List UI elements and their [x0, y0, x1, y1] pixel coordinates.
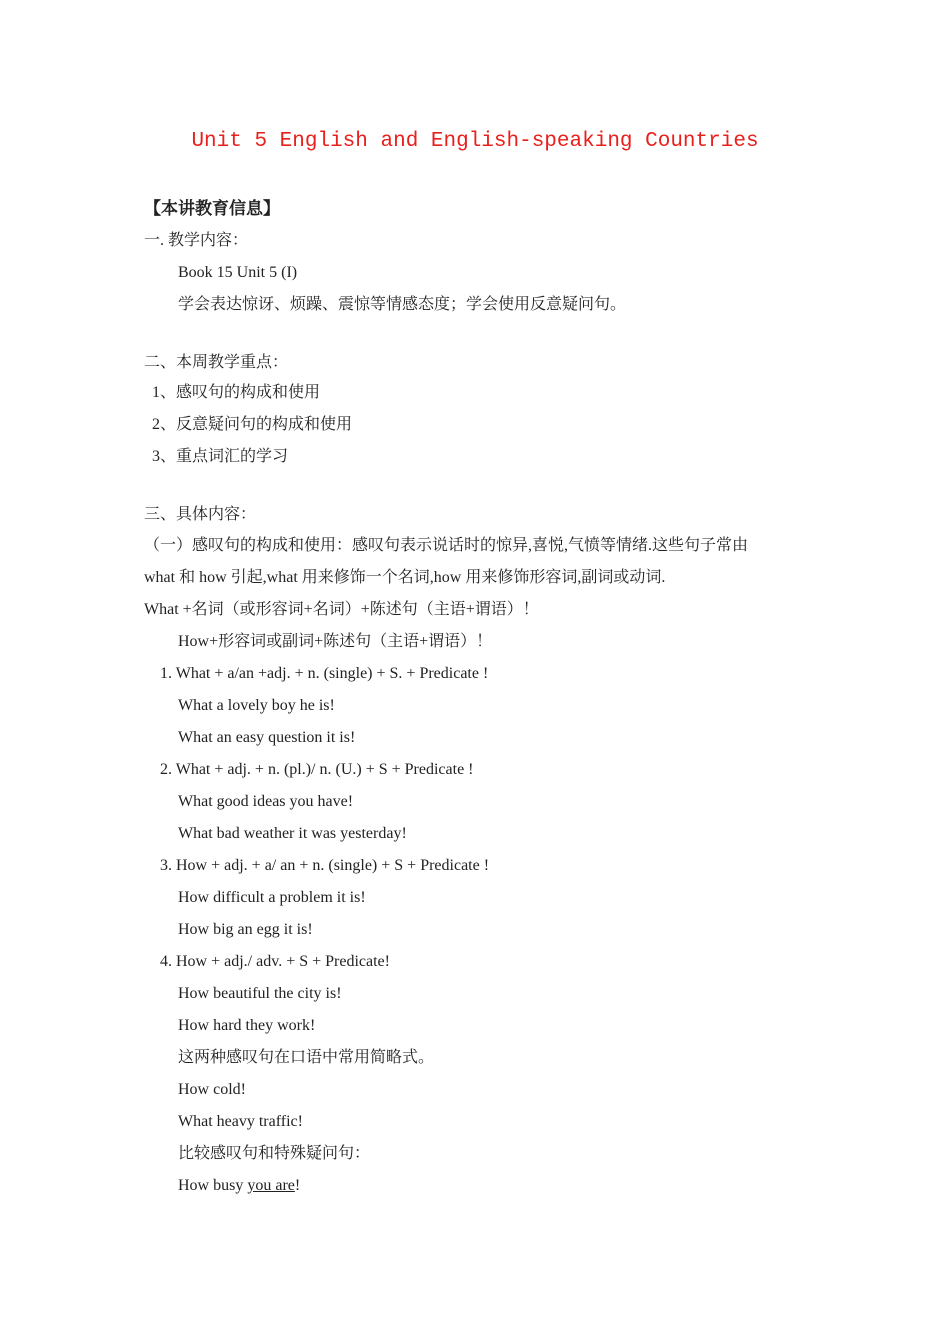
- compare-underlined: you are: [247, 1177, 295, 1194]
- part3-heading: 三、具体内容：: [144, 506, 257, 523]
- compare-suffix: !: [294, 1177, 301, 1194]
- example-line: What good ideas you have!: [178, 793, 354, 810]
- rule-line: 3. How + adj. + a/ an + n. (single) + S + Predicate !: [160, 857, 490, 874]
- part3-intro: what 和 how 引起,what 用来修饰一个名词,how 用来修饰形容词,副词或动词.: [144, 569, 666, 586]
- example-line: How cold!: [178, 1081, 246, 1098]
- compare-prefix: How busy: [178, 1177, 248, 1194]
- example-line: How difficult a problem it is!: [178, 889, 366, 906]
- part3-intro: （一）感叹句的构成和使用：感叹句表示说话时的惊异,喜悦,气愤等情绪.这些句子常由: [144, 537, 749, 554]
- example-line: What bad weather it was yesterday!: [178, 825, 407, 842]
- pattern-how: How+形容词或副词+陈述句（主语+谓语）！: [178, 633, 493, 650]
- part2-item: 3、重点词汇的学习: [152, 448, 289, 465]
- example-line: What a lovely boy he is!: [178, 697, 335, 714]
- compare-example: [178, 1175, 300, 1197]
- document-title: Unit 5 English and English-speaking Countries: [191, 130, 759, 153]
- pattern-what: What +名词（或形容词+名词）+陈述句（主语+谓语）！: [144, 601, 539, 618]
- rule-line: 4. How + adj./ adv. + S + Predicate!: [160, 953, 390, 970]
- example-line: How hard they work!: [178, 1017, 316, 1034]
- example-line: What heavy traffic!: [178, 1113, 303, 1130]
- part2-item: 2、反意疑问句的构成和使用: [152, 416, 353, 433]
- example-line: What an easy question it is!: [178, 729, 356, 746]
- example-line: How big an egg it is!: [178, 921, 313, 938]
- compare-note: 比较感叹句和特殊疑问句：: [178, 1145, 371, 1162]
- part1-goal: 学会表达惊讶、烦躁、震惊等情感态度；学会使用反意疑问句。: [178, 296, 627, 313]
- rule-line: 2. What + adj. + n. (pl.)/ n. (U.) + S + Predicate !: [160, 761, 474, 778]
- part2-item: 1、感叹句的构成和使用: [152, 384, 321, 401]
- part1-heading: 一. 教学内容：: [144, 232, 249, 249]
- short-form-note: 这两种感叹句在口语中常用简略式。: [178, 1049, 435, 1066]
- part2-heading: 二、本周教学重点：: [144, 354, 289, 371]
- example-line: How beautiful the city is!: [178, 985, 342, 1002]
- part1-book: Book 15 Unit 5 (I): [178, 264, 298, 281]
- rule-line: 1. What + a/an +adj. + n. (single) + S. + Predicate !: [160, 665, 489, 682]
- section-header: 【本讲教育信息】: [144, 199, 280, 219]
